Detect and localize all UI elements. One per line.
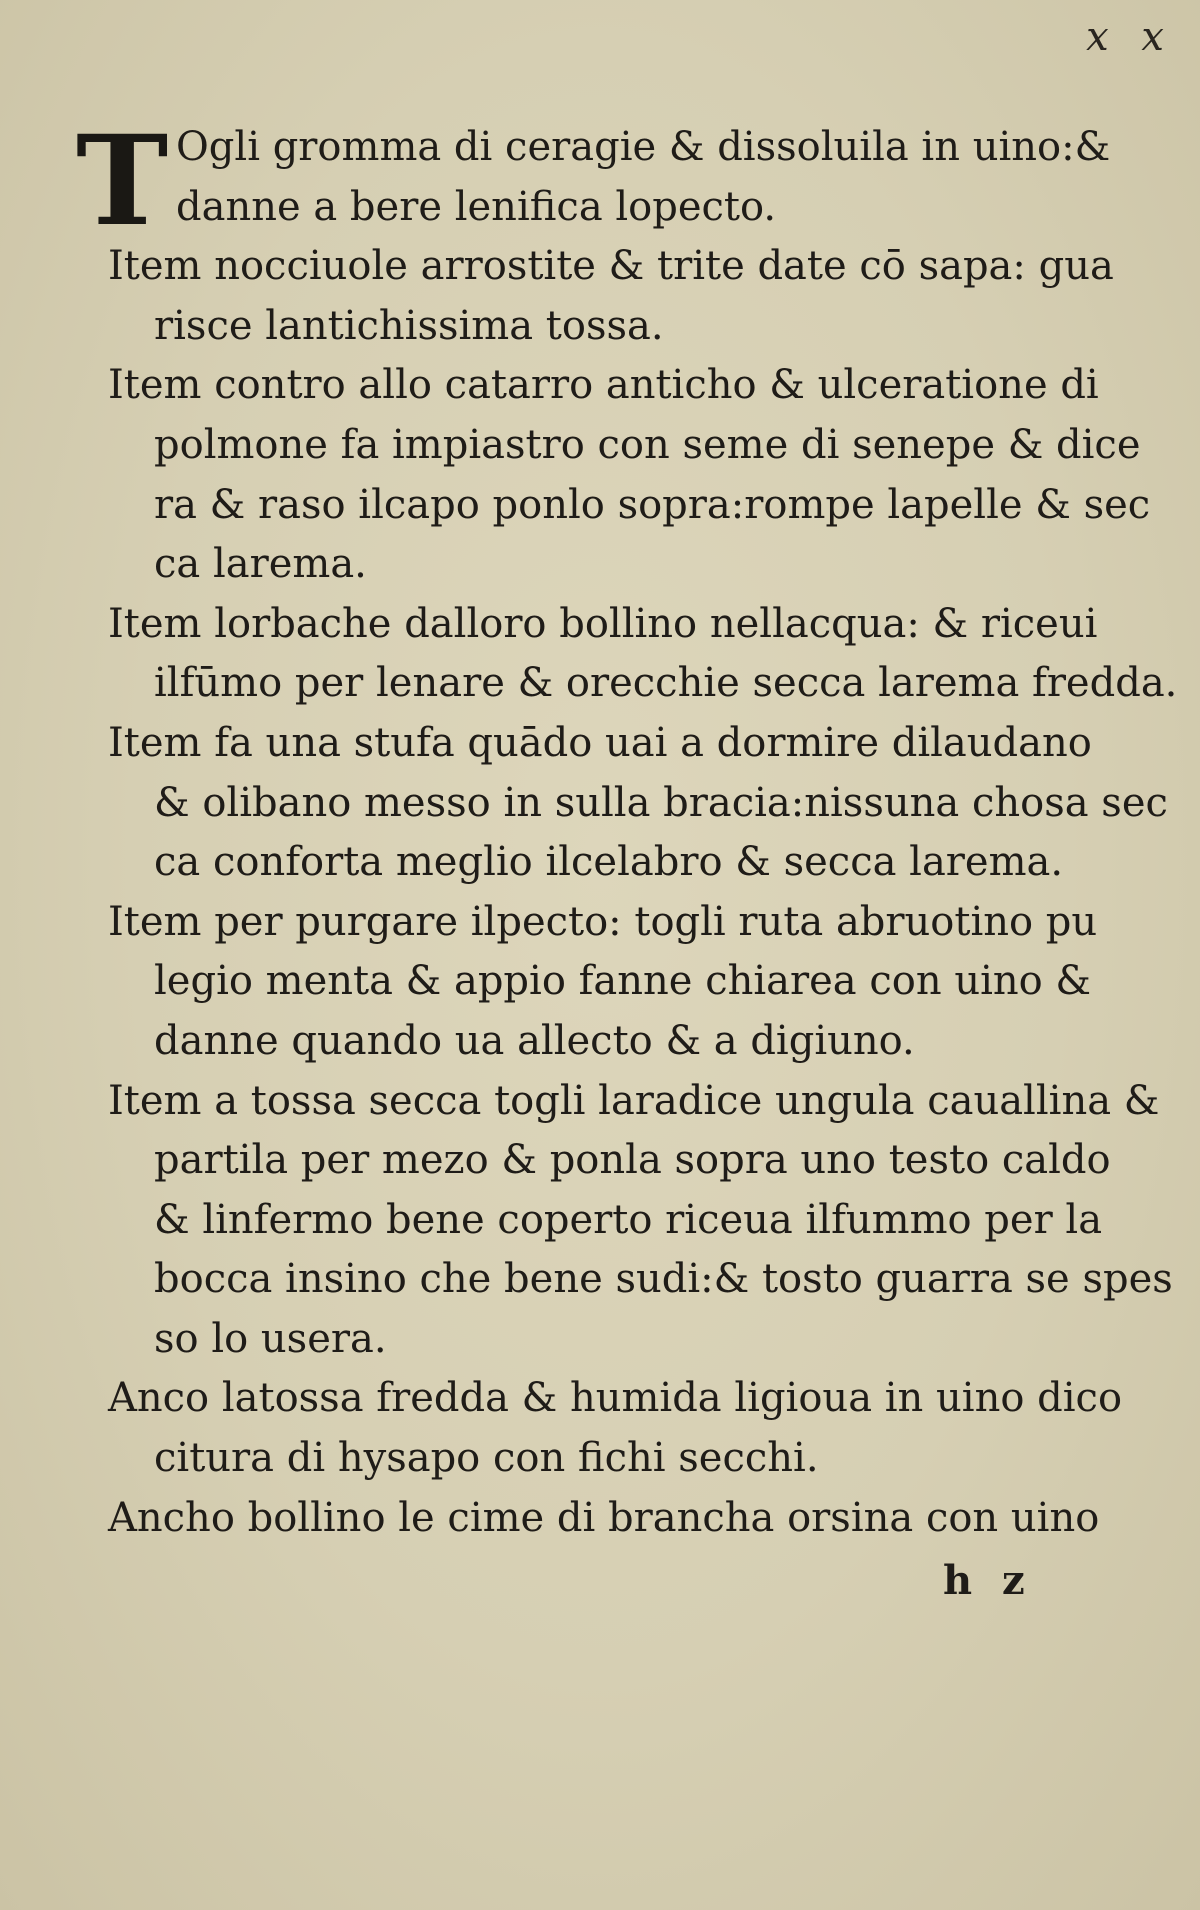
text-line: [108, 714, 1108, 774]
line-text: risce lantichissima tossa.: [154, 302, 664, 349]
drop-cap: T: [76, 109, 169, 254]
text-line: [108, 356, 1108, 416]
text-line: [108, 1489, 1108, 1549]
text-line: [108, 833, 1108, 893]
text-line: [108, 1131, 1111, 1191]
line-text: ca larema.: [154, 541, 367, 588]
text-line: [108, 893, 1108, 953]
line-text: danne quando ua allecto & a digiuno.: [154, 1017, 915, 1064]
line-text: ca conforta meglio ilcelabro & secca larema.: [154, 839, 1064, 886]
line-text: ilfūmo per lenare & orecchie secca larema fredda.: [154, 660, 1178, 707]
line-text: partila per mezo & ponla sopra uno testo caldo: [154, 1137, 1111, 1184]
text-line: [108, 297, 1108, 357]
line-text: Anco latossa fredda & humida ligioua in uino dico: [108, 1375, 1123, 1422]
text-line: [108, 774, 1168, 834]
line-text: citura di hysapo con fichi secchi.: [154, 1435, 819, 1482]
text-line: [108, 952, 1108, 1012]
line-text: Ancho bollino le cime di brancha orsina con uino: [108, 1494, 1100, 1541]
line-text: bocca insino che bene sudi:& tosto guarra se spes: [154, 1256, 1173, 1303]
text-line: [108, 1310, 1108, 1370]
line-text: & linfermo bene coperto riceua ilfummo per la: [154, 1196, 1103, 1243]
text-line: [108, 416, 1141, 476]
line-text: danne a bere lenifica lopecto.: [176, 183, 777, 230]
line-text: Item fa una stufa quādo uai a dormire dilaudano: [108, 719, 1092, 766]
text-line: [108, 1429, 1108, 1489]
text-line: [108, 1072, 1160, 1132]
folio-number: x x: [1086, 14, 1174, 60]
text-line: [108, 1012, 1108, 1072]
text-line: [108, 595, 1108, 655]
line-text: Item a tossa secca togli laradice ungula cauallina &: [108, 1077, 1160, 1124]
text-line: [108, 535, 1108, 595]
line-text: ra & raso ilcapo ponlo sopra:rompe lapelle & sec: [154, 481, 1151, 528]
line-text: legio menta & appio fanne chiarea con uino &: [154, 958, 1092, 1005]
text-line: [108, 476, 1151, 536]
text-line: [108, 178, 1108, 238]
line-text: Item lorbache dalloro bollino nellacqua: & riceui: [108, 600, 1098, 647]
signature-mark: h z: [943, 1557, 1033, 1604]
line-text: Item nocciuole arrostite & trite date cō sapa: gua: [108, 243, 1114, 290]
line-text: & olibano messo in sulla bracia:nissuna chosa sec: [154, 779, 1168, 826]
text-line: [108, 1369, 1123, 1429]
text-line: [108, 237, 1114, 297]
text-line: [108, 1191, 1108, 1251]
line-text: Item contro allo catarro anticho & ulceratione di: [108, 362, 1099, 409]
text-line: [108, 1250, 1173, 1310]
text-block: [76, 109, 1178, 1548]
line-text: so lo usera.: [154, 1315, 387, 1362]
line-text: Ogli gromma di ceragie & dissoluila in uino:&: [176, 124, 1111, 170]
line-text: Item per purgare ilpecto: togli ruta abruotino pu: [108, 898, 1098, 945]
text-line: [108, 654, 1178, 714]
line-text: polmone fa impiastro con seme di senepe & dice: [154, 421, 1141, 468]
